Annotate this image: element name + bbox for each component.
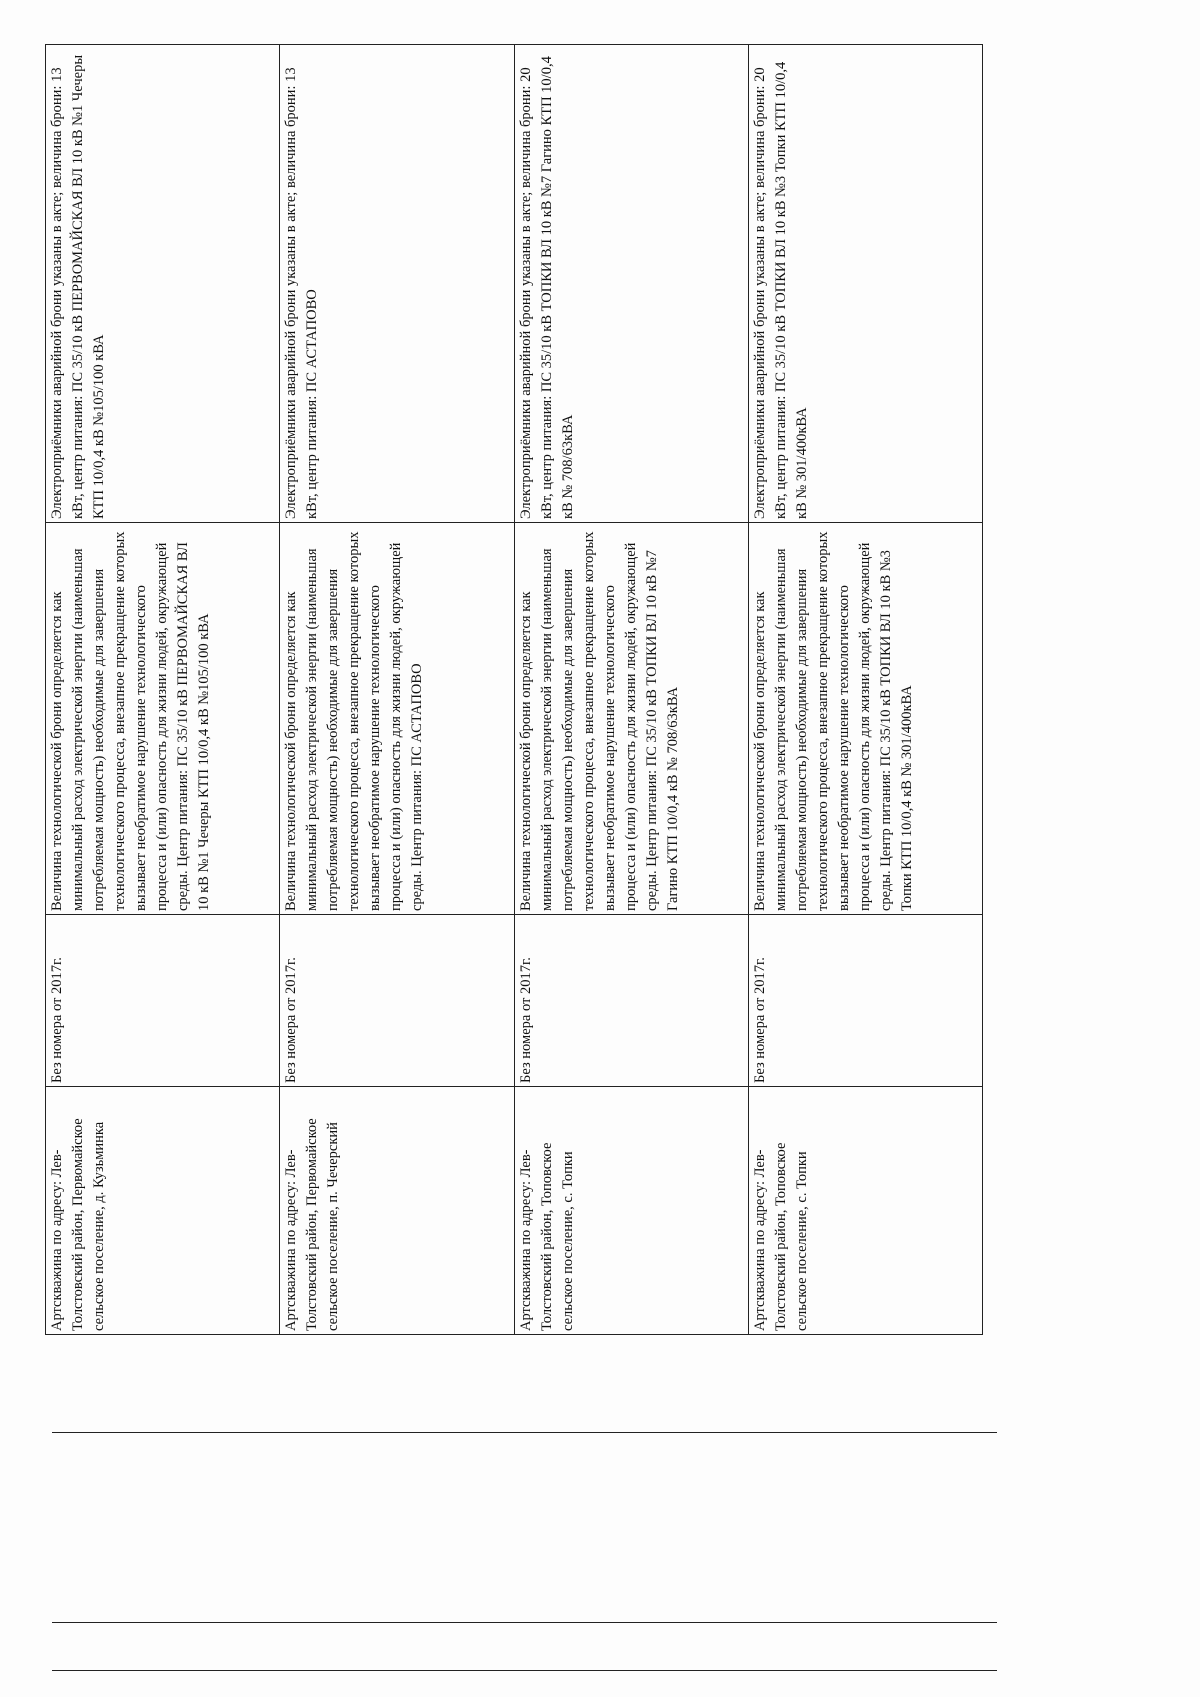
signature-line [52,1622,997,1623]
emergency-reserve-cell: Электроприёмники аварийной брони указаны в акте; величина брони: 13 кВт, центр питания: ПС 35/10 кВ ПЕРВОМАЙСКАЯ ВЛ 10 кВ №1 Чечеры КТП 10/0,4 кВ №105/100 кВА [46,45,280,523]
object-address-cell: Артскважина по адресу: Лев-Толстовский район, Топовское сельское поселение, с. Топки [748,1087,982,1335]
object-address-cell: Артскважина по адресу: Лев-Толстовский район, Первомайское сельское поселение, д. Кузьминка [46,1087,280,1335]
tech-reserve-cell: Величина технологической брони определяется как минимальный расход электрической энергии (наименьшая потребляемая мощность) необходимые для завершения технологического процесса, внезапное прекращение которых вызывает необратимое нарушение технологического процесса и (или) опасность для жизни людей, окружающей среды. Центр питания: ПС АСТАПОВО [280,523,514,915]
table-row [280,45,514,1335]
rotated-table-frame [45,45,983,1335]
tech-reserve-cell: Величина технологической брони определяется как минимальный расход электрической энергии (наименьшая потребляемая мощность) необходимые для завершения технологического процесса, внезапное прекращение которых вызывает необратимое нарушение технологического процесса и (или) опасность для жизни людей, окружающей среды. Центр питания: ПС 35/10 кВ ПЕРВОМАЙСКАЯ ВЛ 10 кВ №1 Чечеры КТП 10/0,4 кВ №105/100 кВА [46,523,280,915]
tech-reserve-cell: Величина технологической брони определяется как минимальный расход электрической энергии (наименьшая потребляемая мощность) необходимые для завершения технологического процесса, внезапное прекращение которых вызывает необратимое нарушение технологического процесса и (или) опасность для жизни людей, окружающей среды. Центр питания: ПС 35/10 кВ ТОПКИ ВЛ 10 кВ №7 Гагино КТП 10/0,4 кВ № 708/63кВА [514,523,748,915]
rotated-table-area [45,45,1200,1331]
table-row [748,45,982,1335]
table-row [514,45,748,1335]
act-cell: Без номера от 2017г. [46,915,280,1087]
signature-line [52,1432,997,1433]
emergency-reserve-cell: Электроприёмники аварийной брони указаны в акте; величина брони: 20 кВт, центр питания: ПС 35/10 кВ ТОПКИ ВЛ 10 кВ №7 Гагино КТП 10/0,4 кВ № 708/63кВА [514,45,748,523]
tech-reserve-cell: Величина технологической брони определяется как минимальный расход электрической энергии (наименьшая потребляемая мощность) необходимые для завершения технологического процесса, внезапное прекращение которых вызывает необратимое нарушение технологического процесса и (или) опасность для жизни людей, окружающей среды. Центр питания: ПС 35/10 кВ ТОПКИ ВЛ 10 кВ №3 Топки КТП 10/0,4 кВ № 301/400кВА [748,523,982,915]
emergency-reserve-cell: Электроприёмники аварийной брони указаны в акте; величина брони: 13 кВт, центр питания: ПС АСТАПОВО [280,45,514,523]
act-cell: Без номера от 2017г. [748,915,982,1087]
object-address-cell: Артскважина по адресу: Лев-Толстовский район, Топовское сельское поселение, с. Топки [514,1087,748,1335]
reserve-table [45,44,983,1335]
act-cell: Без номера от 2017г. [514,915,748,1087]
table-row [46,45,280,1335]
act-cell: Без номера от 2017г. [280,915,514,1087]
emergency-reserve-cell: Электроприёмники аварийной брони указаны в акте; величина брони: 20 кВт, центр питания: ПС 35/10 кВ ТОПКИ ВЛ 10 кВ №3 Топки КТП 10/0,4 кВ № 301/400кВА [748,45,982,523]
signature-line [52,1670,997,1671]
object-address-cell: Артскважина по адресу: Лев-Толстовский район, Первомайское сельское поселение, п. Чечерский [280,1087,514,1335]
